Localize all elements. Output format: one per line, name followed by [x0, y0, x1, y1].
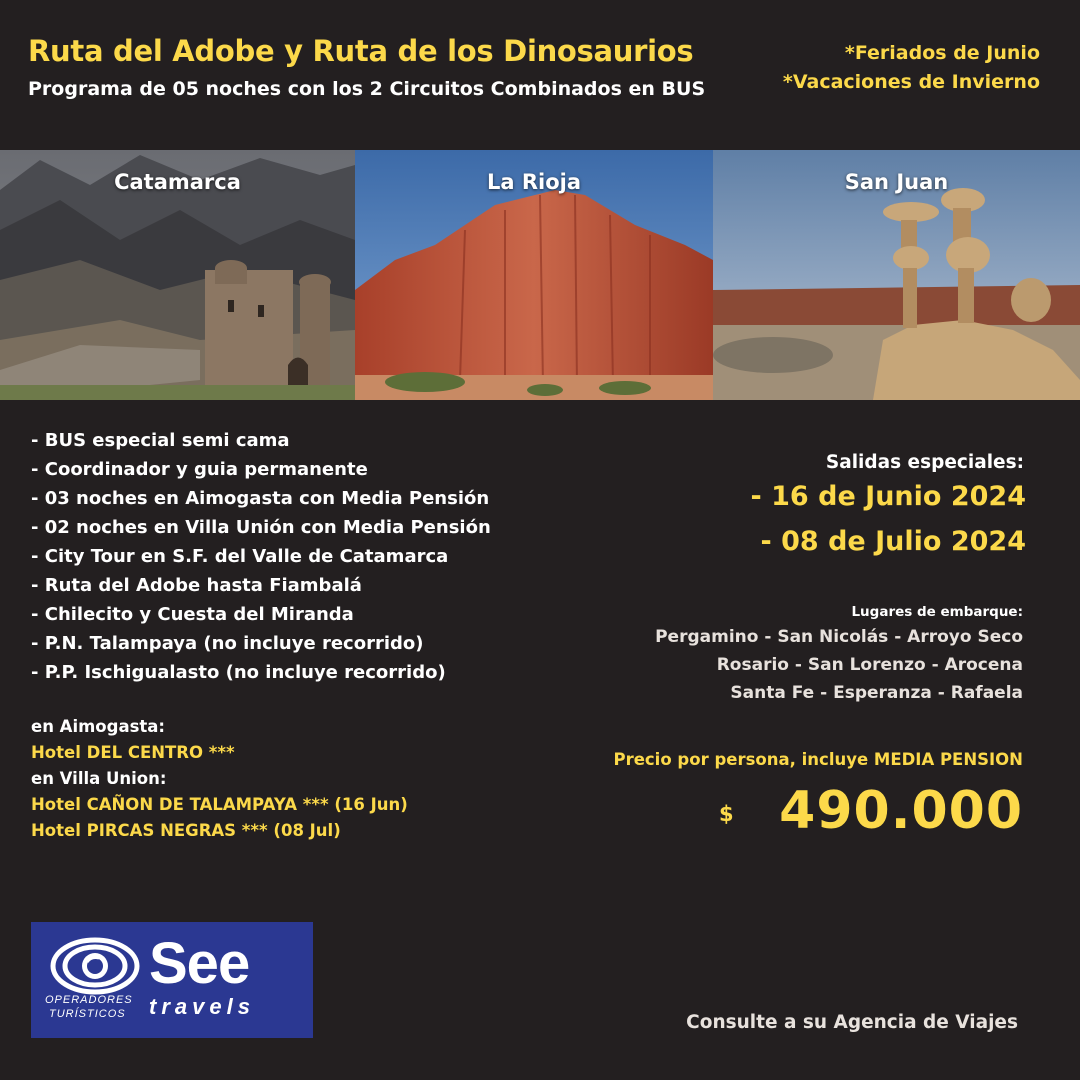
boarding-cities-line: Santa Fe - Esperanza - Rafaela	[730, 683, 1023, 703]
hotel-name-del-centro: Hotel DEL CENTRO ***	[31, 743, 235, 762]
hotel-name-canon-talampaya: Hotel CAÑON DE TALAMPAYA *** (16 Jun)	[31, 795, 408, 814]
price-amount: 490.000	[779, 781, 1023, 841]
departures-title: Salidas especiales:	[825, 452, 1024, 473]
logo-operators-line1: OPERADORES	[45, 994, 133, 1006]
features-list	[31, 426, 491, 687]
hotel-location-villa-union: en Villa Union:	[31, 769, 167, 788]
feature-item: - City Tour en S.F. del Valle de Catamarca	[31, 546, 449, 567]
photo-label-san-juan: San Juan	[844, 170, 949, 194]
logo-brand-text: See	[149, 931, 250, 996]
logo-operators-line2: TURÍSTICOS	[49, 1008, 126, 1020]
photo-label-la-rioja: La Rioja	[486, 170, 582, 194]
feature-item: - P.N. Talampaya (no incluye recorrido)	[31, 633, 424, 654]
holiday-note-winter: *Vacaciones de Invierno	[782, 71, 1040, 93]
holiday-note-june: *Feriados de Junio	[844, 42, 1040, 64]
boarding-title: Lugares de embarque:	[851, 604, 1023, 620]
feature-item: - Chilecito y Cuesta del Miranda	[31, 604, 354, 625]
price-currency: $	[719, 802, 734, 826]
photo-la-rioja	[355, 150, 713, 400]
eye-logo-icon	[49, 936, 141, 996]
contact-agency-text: Consulte a su Agencia de Viajes	[686, 1012, 1018, 1033]
departure-date-june: - 16 de Junio 2024	[750, 481, 1026, 512]
photo-san-juan	[713, 150, 1080, 400]
feature-item: - P.P. Ischigualasto (no incluye recorrido)	[31, 662, 446, 683]
feature-item: - 02 noches en Villa Unión con Media Pensión	[31, 517, 491, 538]
feature-item: - BUS especial semi cama	[31, 430, 290, 451]
feature-item: - Coordinador y guia permanente	[31, 459, 368, 480]
logo-tagline-text: travels	[149, 994, 255, 1019]
photo-catamarca	[0, 150, 355, 400]
feature-item: - 03 noches en Aimogasta con Media Pensión	[31, 488, 490, 509]
boarding-cities-line: Rosario - San Lorenzo - Arocena	[716, 655, 1023, 675]
price-label: Precio por persona, incluye MEDIA PENSION	[613, 750, 1023, 769]
feature-item: - Ruta del Adobe hasta Fiambalá	[31, 575, 362, 596]
boarding-cities-line: Pergamino - San Nicolás - Arroyo Seco	[655, 627, 1023, 647]
hotel-name-pircas-negras: Hotel PIRCAS NEGRAS *** (08 Jul)	[31, 821, 341, 840]
see-travels-logo	[31, 922, 313, 1038]
photo-label-catamarca: Catamarca	[114, 170, 241, 194]
page-subtitle: Programa de 05 noches con los 2 Circuitos Combinados en BUS	[28, 78, 706, 100]
hotels-section	[31, 714, 408, 844]
page-title: Ruta del Adobe y Ruta de los Dinosaurios	[28, 34, 694, 68]
departure-date-july: - 08 de Julio 2024	[760, 526, 1026, 557]
hotel-location-aimogasta: en Aimogasta:	[31, 717, 166, 736]
